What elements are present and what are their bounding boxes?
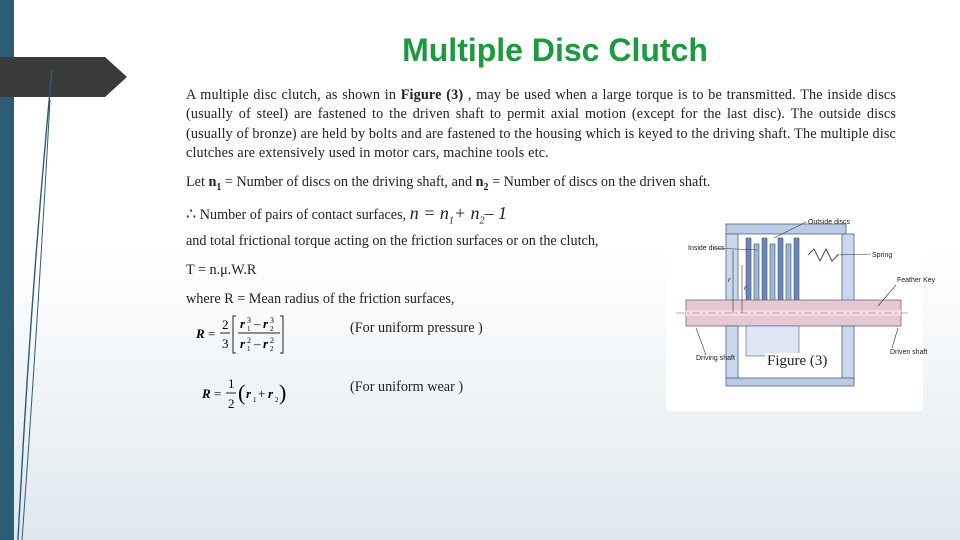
svg-text:–: –: [254, 316, 261, 331]
label-outside-discs: Outside discs: [808, 219, 851, 226]
where-line: where R = Mean radius of the friction surfaces,: [186, 291, 455, 307]
svg-text:1: 1: [247, 325, 251, 333]
svg-text:r: r: [268, 386, 274, 401]
svg-text:): ): [279, 380, 287, 405]
page-title: Multiple Disc Clutch: [402, 32, 708, 68]
svg-text:r: r: [744, 284, 747, 292]
svg-text:r: r: [728, 276, 731, 284]
svg-text:R: R: [202, 386, 211, 401]
let-line: Let $n_1$ = Number of discs on the driving shaft, and $n_2$ = Number of discs on the driven shaft.: [186, 174, 711, 193]
svg-text:1: 1: [247, 345, 251, 353]
svg-text:2: 2: [247, 336, 251, 345]
figure-reference: Figure (3): [400, 87, 464, 103]
svg-text:r: r: [263, 316, 269, 331]
n1-symbol: $n_1$: [208, 174, 222, 193]
intro-paragraph: A multiple disc clutch, as shown in Figure (3) , may be used when a large torque is to be transmitted. The inside discs (usually of steel) are fastened to the driven shaft to permit axial motion (except for the last disc). The outside discs (usually of bronze) are held by bolts and are fastened to the housing which is keyed to the driving shaft. The multiple disc clutches are extensively used in motor cars, machine tools etc.: [186, 87, 896, 162]
label-inside-discs: Inside discs: [688, 245, 725, 252]
svg-text:r: r: [263, 336, 269, 351]
pairs-equation: $n = n_1+ n_2-$ 1: [409, 203, 508, 227]
svg-text:=: =: [208, 326, 216, 341]
svg-text:2: 2: [270, 336, 274, 345]
multiple-disc-clutch-figure: [666, 210, 936, 411]
svg-text:1: 1: [253, 396, 257, 404]
svg-text:r: r: [240, 316, 246, 331]
label-feather-key: Feather Key: [897, 277, 936, 284]
svg-text:r: r: [240, 336, 246, 351]
svg-text:3: 3: [247, 316, 251, 325]
svg-text:–: –: [254, 336, 261, 351]
svg-text:1: 1: [228, 376, 235, 391]
figure-caption: Figure (3): [767, 353, 828, 369]
decorative-swooshes: [0, 0, 60, 540]
svg-text:=: =: [214, 386, 222, 401]
svg-text:2: 2: [270, 325, 274, 333]
uniform-pressure-note: (For uniform pressure ): [350, 320, 483, 336]
label-driving-shaft: Driving shaft: [696, 355, 735, 362]
svg-text:3: 3: [222, 336, 229, 351]
svg-text:R: R: [196, 326, 205, 341]
uniform-pressure-formula: [194, 311, 294, 357]
svg-text:2: 2: [222, 317, 229, 332]
svg-text:2: 2: [275, 396, 279, 404]
svg-text:2: 2: [228, 396, 235, 411]
pairs-line: ∴ Number of pairs of contact surfaces, $n = n_1+ n_2-$ 1: [186, 203, 508, 227]
label-spring: Spring: [872, 252, 893, 259]
svg-text:(: (: [238, 380, 246, 405]
n2-symbol: $n_2$: [475, 174, 489, 193]
uniform-wear-formula: [200, 373, 295, 415]
uniform-wear-note: (For uniform wear ): [350, 379, 464, 395]
svg-text:2: 2: [270, 345, 274, 353]
label-driven-shaft: Driven shaft: [890, 349, 928, 356]
svg-text:+: +: [258, 386, 266, 401]
svg-text:r: r: [246, 386, 252, 401]
torque-line: and total frictional torque acting on the friction surfaces or on the clutch,: [186, 233, 599, 249]
svg-text:3: 3: [270, 316, 274, 325]
torque-equation: T = n.μ.W.R: [186, 262, 257, 278]
